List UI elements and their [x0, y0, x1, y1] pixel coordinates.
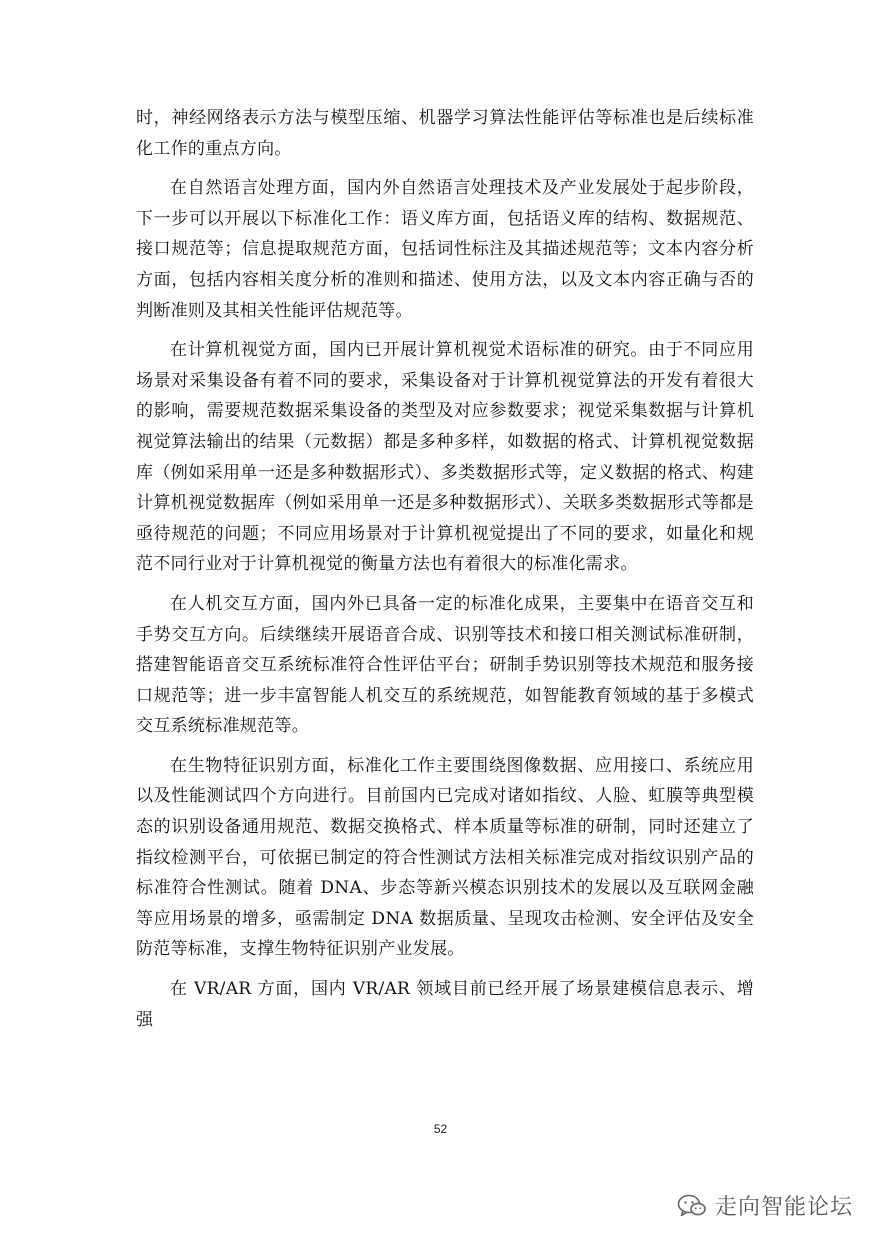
watermark-text: 走向智能论坛: [714, 1195, 853, 1220]
paragraph-continuation: 时，神经网络表示方法与模型压缩、机器学习算法性能评估等标准也是后续标准化工作的重点方向。: [136, 108, 754, 159]
page-number: 52: [433, 1122, 448, 1136]
watermark: [677, 1190, 853, 1221]
document-body: [136, 103, 754, 1044]
paragraph-nlp: 在自然语言处理方面，国内外自然语言处理技术及产业发展处于起步阶段，下一步可以开展以下标准化工作：语义库方面，包括语义库的结构、数据规范、接口规范等；信息提取规范方面，包括词性标注及其描述规范等；文本内容分析方面，包括内容相关度分析的准则和描述、使用方法，以及文本内容正确与否的判断准则及其相关性能评估规范等。: [136, 178, 754, 321]
paragraph-vr-ar: 在 VR/AR 方面，国内 VR/AR 领域目前已经开展了场景建模信息表示、增强: [136, 979, 754, 1030]
paragraph-biometrics: 在生物特征识别方面，标准化工作主要围绕图像数据、应用接口、系统应用以及性能测试四个方向进行。目前国内已完成对诸如指纹、人脸、虹膜等典型模态的识别设备通用规范、数据交换格式、样本质量等标准的研制，同时还建立了指纹检测平台，可依据已制定的符合性测试方法相关标准完成对指纹识别产品的标准符合性测试。随着 DNA、步态等新兴模态识别技术的发展以及互联网金融等应用场景的增多，亟需制定 DNA 数据质量、呈现攻击检测、安全评估及安全防范等标准，支撑生物特征识别产业发展。: [136, 755, 754, 960]
paragraph-computer-vision: 在计算机视觉方面，国内已开展计算机视觉术语标准的研究。由于不同应用场景对采集设备有着不同的要求，采集设备对于计算机视觉算法的开发有着很大的影响，需要规范数据采集设备的类型及对应参数要求；视觉采集数据与计算机视觉算法输出的结果（元数据）都是多种多样，如数据的格式、计算机视觉数据库（例如采用单一还是多种数据形式）、多类数据形式等，定义数据的格式、构建计算机视觉数据库（例如采用单一还是多种数据形式）、关联多类数据形式等都是亟待规范的问题；不同应用场景对于计算机视觉提出了不同的要求，如量化和规范不同行业对于计算机视觉的衡量方法也有着很大的标准化需求。: [136, 340, 754, 575]
paragraph-human-computer-interaction: 在人机交互方面，国内外已具备一定的标准化成果，主要集中在语音交互和手势交互方向。后续继续开展语音合成、识别等技术和接口相关测试标准研制，搭建智能语音交互系统标准符合性评估平台；研制手势识别等技术规范和服务接口规范等；进一步丰富智能人机交互的系统规范，如智能教育领域的基于多模式交互系统标准规范等。: [136, 593, 754, 737]
wechat-icon: [677, 1194, 707, 1218]
